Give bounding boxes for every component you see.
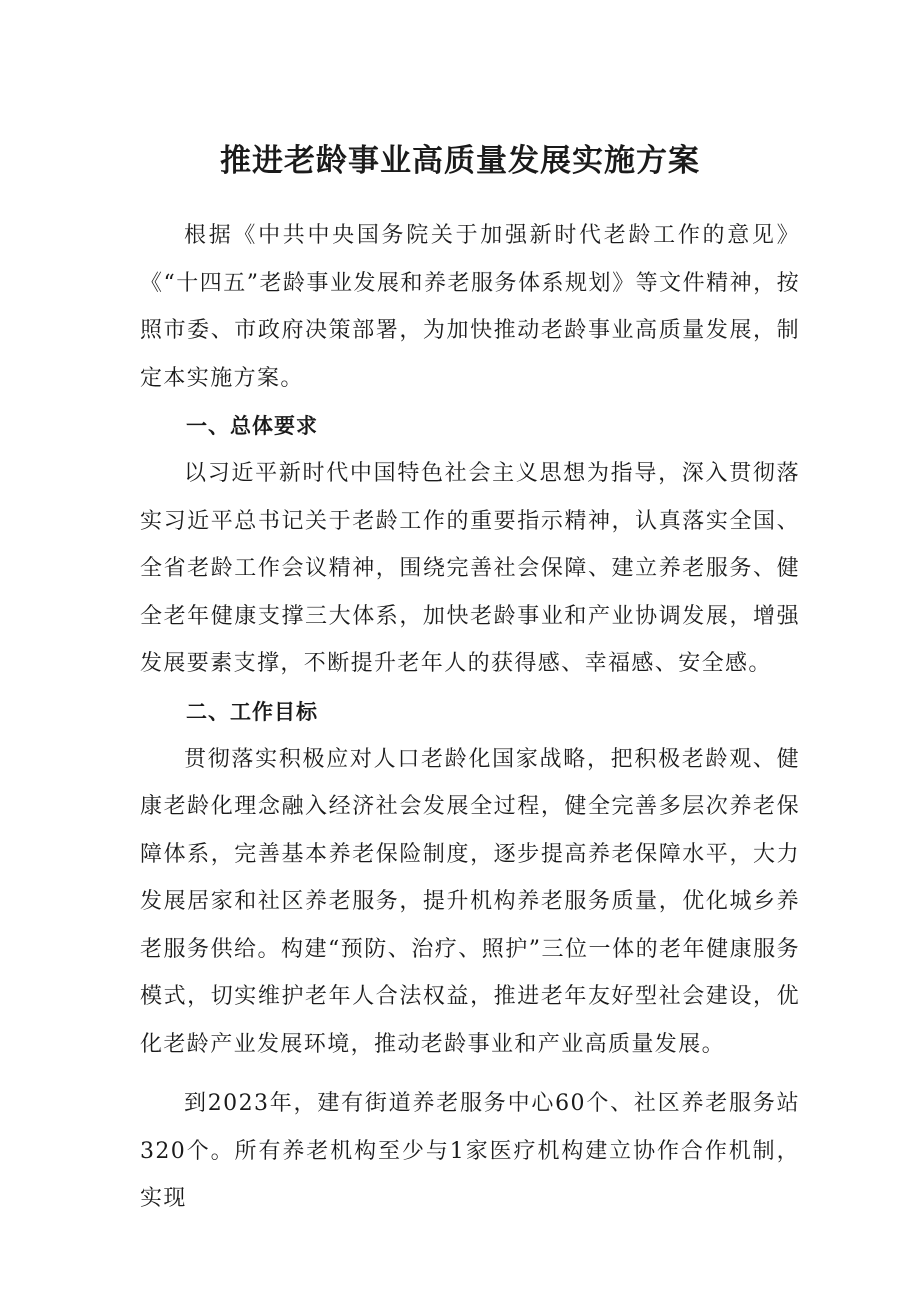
work-goals-paragraph: 贯彻落实积极应对人口老龄化国家战略，把积极老龄观、健康老龄化理念融入经济社会发展全过程，健全完善多层次养老保障体系，完善基本养老保险制度，逐步提高养老保障水平，大力发展居家和社区养老服务，提升机构养老服务质量，优化城乡养老服务供给。构建“预防、治疗、照护”三位一体的老年健康服务模式，切实维护老年人合法权益，推进老年友好型社会建设，优化老龄产业发展环境，推动老龄事业和产业高质量发展。 bbox=[140, 746, 800, 1057]
section-heading-work-goals: 二、工作目标 bbox=[186, 699, 318, 724]
document-title: 推进老龄事业高质量发展实施方案 bbox=[220, 143, 700, 179]
targets-paragraph: 到2023年，建有街道养老服务中心60个、社区养老服务站320个。所有养老机构至少与1家医疗机构建立协作合作机制，实现 bbox=[140, 1091, 800, 1211]
intro-paragraph: 根据《中共中央国务院关于加强新时代老龄工作的意见》《“十四五”老龄事业发展和养老服务体系规划》等文件精神，按照市委、市政府决策部署，为加快推动老龄事业高质量发展，制定本实施方案。 bbox=[140, 223, 800, 391]
general-requirements-paragraph: 以习近平新时代中国特色社会主义思想为指导，深入贯彻落实习近平总书记关于老龄工作的重要指示精神，认真落实全国、全省老龄工作会议精神，围绕完善社会保障、建立养老服务、健全老年健康支撑三大体系，加快老龄事业和产业协调发展，增强发展要素支撑，不断提升老年人的获得感、幸福感、安全感。 bbox=[140, 461, 800, 676]
document-body bbox=[140, 212, 800, 1223]
section-heading-general-requirements: 一、总体要求 bbox=[186, 414, 318, 438]
